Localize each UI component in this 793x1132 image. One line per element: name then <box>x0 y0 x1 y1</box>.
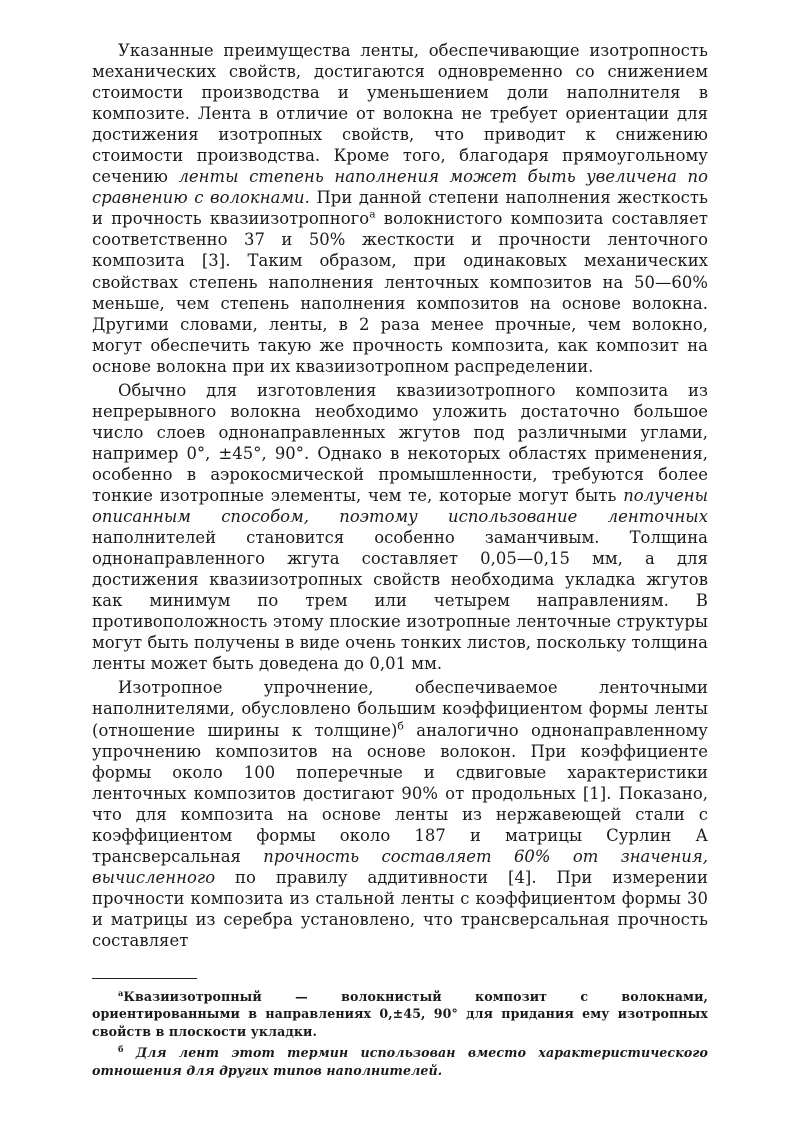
footnote-marker: a <box>369 207 376 221</box>
page-body <box>92 40 708 951</box>
italic-text: прочность составляет 60% от значения, вычисленного <box>92 846 708 887</box>
text-run: Указанные преимущества ленты, обеспечивающие изотропность механических свойств, достигаются одновременно со снижением стоимости производства и уменьшением доли наполнителя в композите. Лента в отличие от волокна не требует ориентации для достижения изотропных свойств, что приводит к снижению стоимости производства. Кроме того, благодаря прямоугольному сечению <box>92 41 708 187</box>
footnotes <box>92 988 708 1079</box>
paragraph-3 <box>92 677 708 951</box>
text-run: Квазиизотропный — волокнистый композит с волокнами, ориентированными в направлениях 0,±45, 90° для придания ему изотропных свойств в плоскости укладки. <box>92 989 708 1039</box>
italic-text: получены описанным способом, поэтому использование ленточных <box>92 485 708 527</box>
text-run: При данной степени наполнения жесткость и прочность квазиизотропного <box>92 188 708 229</box>
text-run: по правилу аддитивности [4]. При измерении прочности композита из стальной ленты с коэффициентом формы 30 и матрицы из серебра установлено, что трансверсальная прочность составляет <box>92 867 708 950</box>
paragraph-1 <box>92 40 708 377</box>
footnote-marker: б <box>118 1044 124 1055</box>
italic-text: ленты степень наполнения может быть увеличена по сравнению с волокнами. <box>92 167 708 208</box>
footnote-marker: б <box>397 719 404 733</box>
footnote-marker: a <box>118 987 124 998</box>
text-run: аналогично однонаправленному упрочнению композитов на основе волокон. При коэффициенте формы около 100 поперечные и сдвиговые характеристики ленточных композитов достигают 90% от продольных [1]. Показано, что для композита на основе ленты из нержавеющей стали с коэффициентом формы около 187 и матрицы Сурлин А трансверсальная <box>92 720 708 866</box>
italic-text: Для лент этот термин использован вместо характеристического отношения для других типов наполнителей. <box>92 1045 708 1078</box>
footnote-rule <box>92 978 197 979</box>
text-run: наполнителей становится особенно заманчивым. Толщина однонаправленного жгута составляет 0,05—0,15 мм, а для достижения квазиизотропных свойств необходима укладка жгутов как минимум по трем или четырем направлениям. В противоположность этому плоские изотропные ленточные структуры могут быть получены в виде очень тонких листов, поскольку толщина ленты может быть доведена до 0,01 мм. <box>92 528 708 674</box>
footnote-a <box>92 988 708 1040</box>
footnote-b <box>92 1044 708 1079</box>
paragraph-2 <box>92 380 708 675</box>
text-run: Изотропное упрочнение, обеспечиваемое ленточными наполнителями, обусловлено большим коэффициентом формы ленты (отношение ширины к толщине) <box>92 678 708 740</box>
text-run: Обычно для изготовления квазиизотропного композита из непрерывного волокна необходимо уложить достаточно большое число слоев однонаправленных жгутов под различными углами, например 0°, ±45°, 90°. Однако в некоторых областях применения, особенно в аэрокосмической промышленности, требуются более тонкие изотропные элементы, чем те, которые могут быть <box>92 380 708 505</box>
text-run: волокнистого композита составляет соответственно 37 и 50% жесткости и прочности ленточного композита [3]. Таким образом, при одинаковых механических свойствах степень наполнения ленточных композитов на 50—60% меньше, чем степень наполнения композитов на основе волокна. Другими словами, ленты, в 2 раза менее прочные, чем волокно, могут обеспечить такую же прочность композита, как композит на основе волокна при их квазиизотропном распределении. <box>92 209 708 376</box>
